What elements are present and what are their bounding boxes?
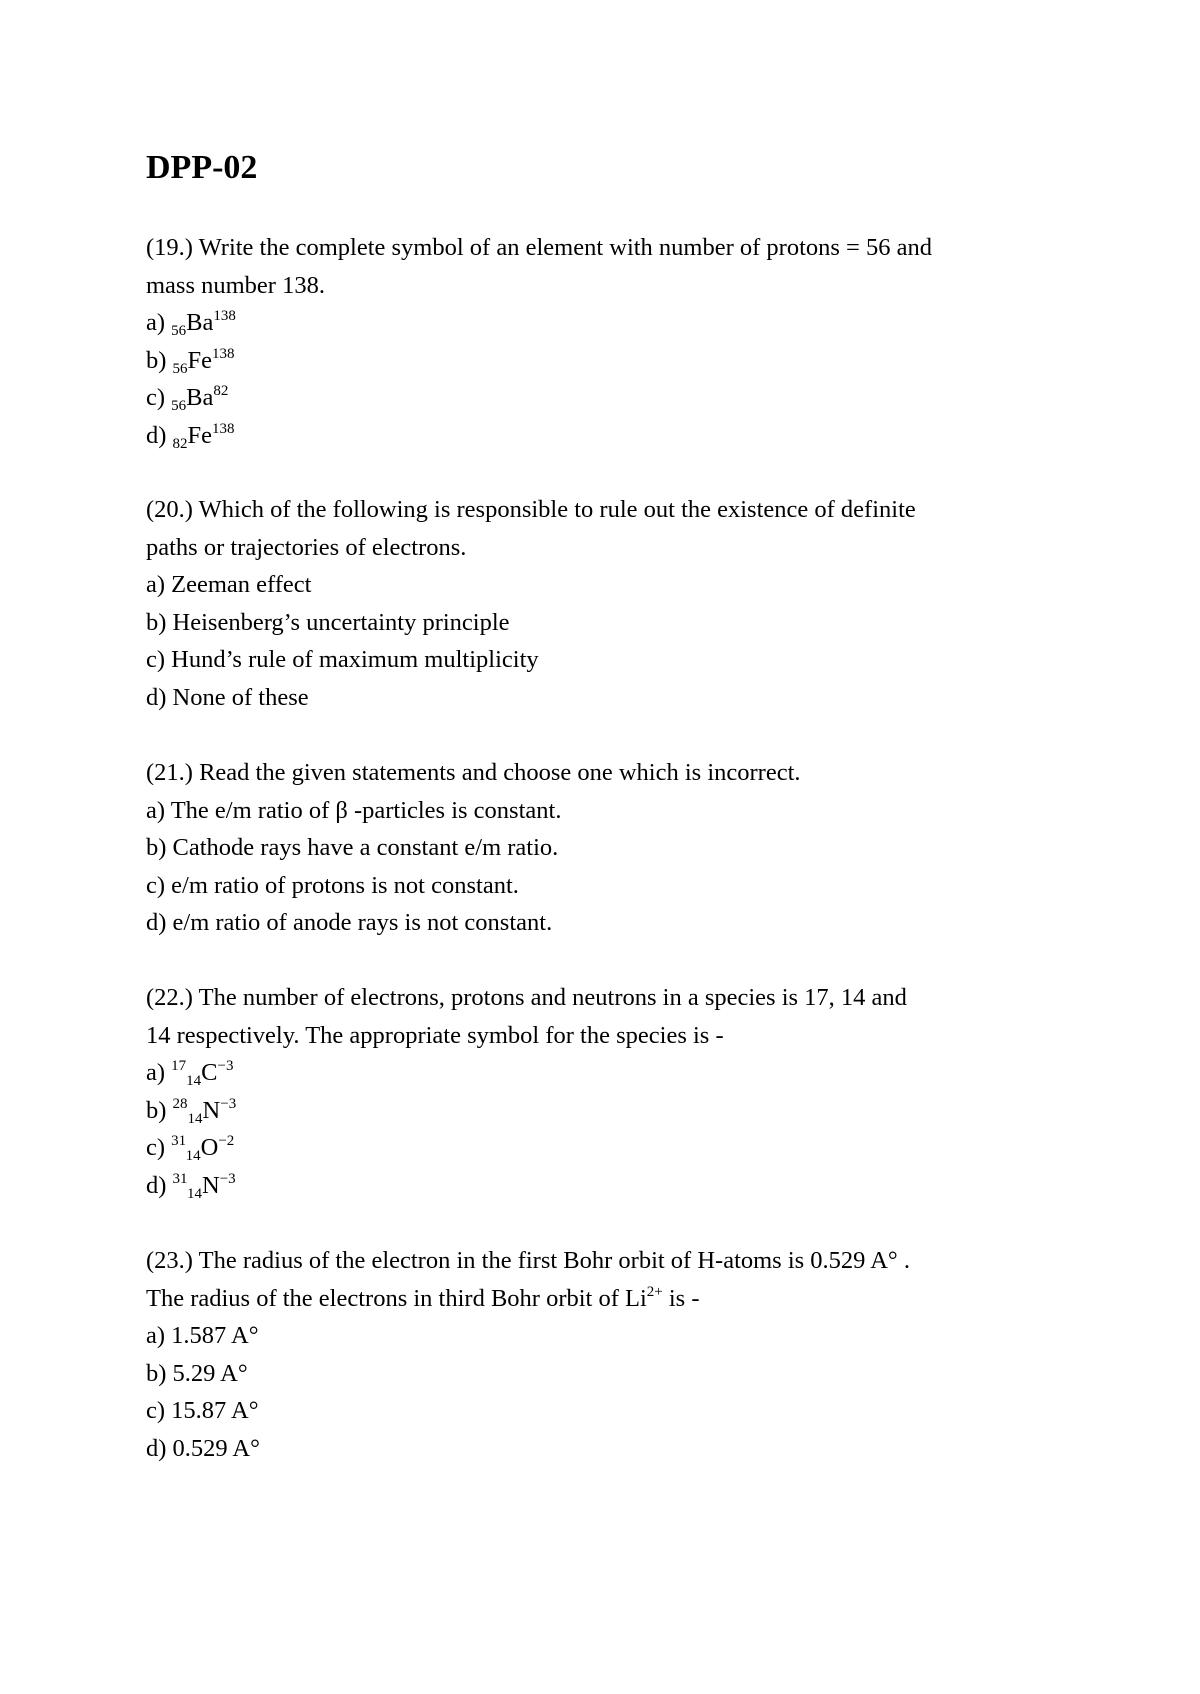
question-23 — [146, 1242, 1086, 1468]
option-b: b) $^{28}_{14}N^{-3}$ — [146, 1095, 237, 1127]
question-text: The number of electrons, protons and neutrons in a species is 17, 14 and — [192, 984, 907, 1011]
option-d: d) 0.529 A° — [146, 1434, 260, 1462]
question-number: (20.) — [146, 496, 193, 523]
option-a: a) Zeeman effect — [146, 571, 312, 599]
atomic-number: 82 — [172, 435, 188, 452]
option-d: d) $_{82}Fe^{138}$ — [146, 420, 235, 452]
option-c: c) $_{56}Ba^{82}$ — [146, 383, 229, 415]
mass-number: 82 — [213, 383, 229, 400]
mass-number: 31 — [171, 1133, 186, 1150]
ion-charge: −3 — [217, 1058, 234, 1075]
option-b: b) Cathode rays have a constant e/m ratio. — [146, 834, 559, 862]
element-symbol: Ba — [186, 384, 214, 412]
atomic-number: 14 — [186, 1073, 202, 1090]
question-stem-continued: The radius of the electrons in third Bohr orbit of $Li^{2+}$ is - — [146, 1283, 700, 1312]
question-21 — [146, 754, 1086, 942]
option-b: b) $_{56}Fe^{138}$ — [146, 345, 235, 377]
question-number: (21.) — [146, 759, 193, 786]
option-a: a) $^{17}_{14}C^{-3}$ — [146, 1058, 234, 1090]
option-c: c) e/m ratio of protons is not constant. — [146, 871, 519, 899]
question-stem — [146, 229, 1086, 267]
element-symbol: Fe — [187, 421, 213, 449]
question-stem-continued: paths or trajectories of electrons. — [146, 533, 467, 561]
ion-charge: −2 — [218, 1133, 235, 1150]
question-19 — [146, 229, 1086, 455]
question-stem — [146, 491, 1086, 529]
question-20 — [146, 491, 1086, 717]
question-number: (22.) — [146, 984, 193, 1011]
mass-number: 138 — [212, 420, 235, 437]
option-b: b) Heisenberg’s uncertainty principle — [146, 608, 510, 636]
question-number: (23.) — [146, 1247, 193, 1274]
atomic-number: 56 — [171, 323, 187, 340]
atomic-number: 56 — [171, 398, 187, 415]
atomic-number: 56 — [172, 360, 188, 377]
option-b: b) 5.29 A° — [146, 1359, 248, 1387]
element-symbol: O — [200, 1134, 219, 1162]
option-c: c) $^{31}_{14}O^{-2}$ — [146, 1133, 235, 1165]
ion-charge: 2+ — [646, 1283, 663, 1300]
mass-number: 28 — [172, 1095, 188, 1112]
option-d: d) $^{31}_{14}N^{-3}$ — [146, 1170, 236, 1202]
element-symbol: Fe — [187, 346, 213, 374]
option-c: c) 15.87 A° — [146, 1397, 259, 1425]
question-22 — [146, 979, 1086, 1205]
question-stem — [146, 979, 1086, 1017]
question-stem-continued: 14 respectively. The appropriate symbol for the species is - — [146, 1021, 724, 1049]
atomic-number: 14 — [187, 1185, 202, 1202]
ion-charge: −3 — [220, 1095, 237, 1112]
option-a: a) 1.587 A° — [146, 1322, 259, 1350]
question-text: Read the given statements and choose one which is incorrect. — [192, 759, 801, 786]
page-title: DPP-02 — [146, 149, 258, 186]
element-symbol: Ba — [186, 309, 214, 337]
element-symbol: N — [202, 1171, 220, 1199]
atomic-number: 14 — [187, 1110, 203, 1127]
option-a: a) The e/m ratio of β -particles is constant. — [146, 796, 562, 824]
ion-charge: −3 — [219, 1170, 236, 1187]
mass-number: 31 — [172, 1170, 187, 1187]
mass-number: 17 — [171, 1058, 187, 1075]
option-d: d) None of these — [146, 683, 309, 711]
question-text: Write the complete symbol of an element with number of protons = 56 and — [192, 234, 932, 261]
question-stem — [146, 754, 1086, 792]
question-text: The radius of the electron in the first Bohr orbit of H-atoms is 0.529 A° . — [192, 1247, 910, 1274]
element-symbol: C — [201, 1059, 218, 1087]
element-symbol: N — [202, 1096, 221, 1124]
question-number: (19.) — [146, 234, 193, 261]
mass-number: 138 — [212, 345, 235, 362]
question-text: Which of the following is responsible to rule out the existence of definite — [192, 496, 916, 523]
mass-number: 138 — [213, 308, 236, 325]
option-d: d) e/m ratio of anode rays is not constant. — [146, 909, 553, 937]
question-stem-continued: mass number 138. — [146, 271, 325, 299]
option-a: a) $_{56}Ba^{138}$ — [146, 308, 236, 340]
option-c: c) Hund’s rule of maximum multiplicity — [146, 646, 539, 674]
atomic-number: 14 — [185, 1148, 201, 1165]
question-stem — [146, 1242, 1086, 1280]
